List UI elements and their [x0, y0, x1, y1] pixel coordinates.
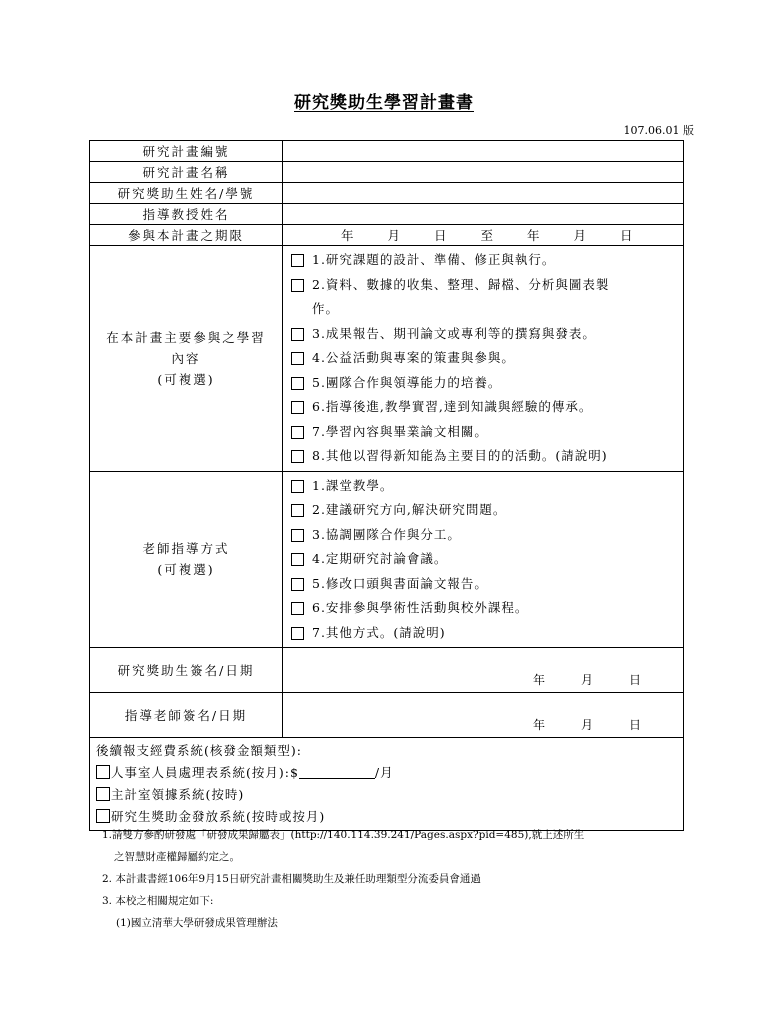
learning-label-line3: (可複選) — [157, 371, 215, 387]
date-day: 日 — [628, 718, 641, 732]
checkbox-icon[interactable] — [291, 352, 304, 365]
learning-option-text: 8.其他以習得新知能為主要目的的活動。(請說明) — [312, 448, 608, 463]
guidance-option-text: 3.協調團隊合作與分工。 — [312, 526, 461, 542]
period-field[interactable] — [283, 225, 684, 246]
guidance-label-line2: (可複選) — [157, 562, 215, 578]
date-year: 年 — [532, 673, 545, 687]
guidance-option-4[interactable] — [291, 547, 683, 572]
checkbox-icon[interactable] — [96, 765, 110, 779]
checkbox-icon[interactable] — [291, 401, 304, 414]
plan-name-label: 研究計畫名稱 — [90, 162, 283, 183]
date-year: 年 — [532, 718, 545, 732]
learning-option-text: 6.指導後進,教學實習,達到知識與經驗的傳承。 — [312, 399, 593, 414]
plan-form-table — [89, 140, 684, 831]
plan-number-field[interactable] — [283, 141, 684, 162]
period-label: 參與本計畫之期限 — [90, 225, 283, 246]
checkbox-icon[interactable] — [291, 602, 304, 615]
date-month: 月 — [580, 673, 593, 687]
learning-option-2[interactable] — [291, 273, 683, 298]
funding-option-hr[interactable] — [96, 762, 677, 784]
checkbox-icon[interactable] — [291, 578, 304, 591]
plan-name-field[interactable] — [283, 162, 684, 183]
version-label: 107.06.01 版 — [623, 124, 694, 137]
advisor-signature-label: 指導老師簽名/日期 — [90, 693, 283, 738]
learning-content-label — [90, 246, 283, 472]
checkbox-icon[interactable] — [96, 787, 110, 801]
guidance-option-text: 1.課堂教學。 — [312, 477, 394, 493]
learning-option-text: 5.團隊合作與領導能力的培養。 — [312, 374, 502, 390]
guidance-option-text: 5.修改口頭與書面論文報告。 — [312, 575, 488, 591]
guidance-option-7[interactable] — [291, 621, 683, 646]
period-start-day: 日 — [434, 228, 447, 243]
checkbox-icon[interactable] — [291, 254, 304, 267]
funding-heading: 後續報支經費系統(核發金額類型): — [96, 743, 302, 758]
note-3: 3. 本校之相關規定如下: — [102, 895, 214, 907]
learning-label-line1: 在本計畫主要參與之學習 — [106, 329, 266, 345]
checkbox-icon[interactable] — [291, 504, 304, 517]
learning-option-text: 3.成果報告、期刊論文或專利等的撰寫與發表。 — [312, 325, 596, 341]
guidance-option-text: 2.建議研究方向,解決研究問題。 — [312, 502, 507, 517]
learning-option-1[interactable] — [291, 248, 683, 273]
advisor-signature-date — [533, 716, 641, 733]
checkbox-icon[interactable] — [291, 328, 304, 341]
advisor-name-field[interactable] — [283, 204, 684, 225]
period-end-month: 月 — [573, 228, 587, 243]
student-name-field[interactable] — [283, 183, 684, 204]
student-name-label: 研究獎助生姓名/學號 — [90, 183, 283, 204]
learning-option-text: 7.學習內容與畢業論文相關。 — [312, 423, 488, 439]
guidance-option-6[interactable] — [291, 596, 683, 621]
funding-option-accounting[interactable] — [96, 784, 677, 806]
checkbox-icon[interactable] — [96, 809, 110, 823]
note-2: 2. 本計畫書經106年9月15日研究計畫相關獎助生及兼任助理類型分流委員會通過 — [102, 873, 481, 885]
learning-option-2-continued — [291, 297, 683, 322]
funding-hr-text: 人事室人員處理表系統(按月):$ — [111, 765, 299, 780]
learning-option-5[interactable] — [291, 371, 683, 396]
checkbox-icon[interactable] — [291, 279, 304, 292]
funding-system-section — [90, 738, 684, 831]
learning-option-text: 4.公益活動與專案的策畫與參與。 — [312, 350, 515, 365]
checkbox-icon[interactable] — [291, 529, 304, 542]
guidance-option-text: 6.安排參與學術性活動與校外課程。 — [312, 600, 529, 615]
checkbox-icon[interactable] — [291, 450, 304, 463]
learning-option-3[interactable] — [291, 322, 683, 347]
student-signature-date — [533, 671, 641, 688]
notes-section — [102, 824, 702, 934]
learning-option-text: 作。 — [312, 301, 340, 316]
funding-accounting-text: 主計室領據系統(按時) — [111, 787, 245, 802]
checkbox-icon[interactable] — [291, 553, 304, 566]
document-title: 研究獎助生學習計畫書 — [294, 93, 474, 113]
note-1: 1.請雙方參酌研發處「研發成果歸屬表」(http://140.114.39.241/Pages.aspx?pid=485),就上述所生 — [102, 829, 585, 841]
learning-options — [283, 246, 684, 472]
funding-hr-suffix: /月 — [374, 765, 394, 780]
guidance-option-text: 4.定期研究討論會議。 — [312, 551, 448, 566]
period-start-month: 月 — [387, 228, 401, 243]
guidance-option-5[interactable] — [291, 572, 683, 597]
period-start-year: 年 — [341, 228, 354, 243]
guidance-label-line1: 老師指導方式 — [142, 541, 230, 557]
student-signature-label: 研究獎助生簽名/日期 — [90, 648, 283, 693]
period-end-day: 日 — [620, 228, 633, 243]
advisor-signature-field[interactable] — [283, 693, 684, 738]
guidance-options — [283, 471, 684, 648]
checkbox-icon[interactable] — [291, 480, 304, 493]
date-day: 日 — [628, 673, 641, 687]
period-to: 至 — [480, 228, 494, 243]
date-month: 月 — [580, 718, 593, 732]
learning-option-text: 1.研究課題的設計、準備、修正與執行。 — [312, 252, 556, 267]
learning-option-8[interactable] — [291, 444, 683, 469]
guidance-option-1[interactable] — [291, 474, 683, 499]
learning-label-line2: 內容 — [171, 350, 201, 366]
funding-scholarship-text: 研究生獎助金發放系統(按時或按月) — [111, 809, 326, 824]
checkbox-icon[interactable] — [291, 377, 304, 390]
plan-number-label: 研究計畫編號 — [90, 141, 283, 162]
learning-option-6[interactable] — [291, 395, 683, 420]
advisor-name-label: 指導教授姓名 — [90, 204, 283, 225]
guidance-option-text: 7.其他方式。(請說明) — [312, 624, 446, 640]
amount-blank[interactable] — [299, 766, 375, 779]
checkbox-icon[interactable] — [291, 426, 304, 439]
learning-option-text: 2.資料、數據的收集、整理、歸檔、分析與圖表製 — [312, 276, 610, 292]
guidance-method-label — [90, 471, 283, 648]
checkbox-icon[interactable] — [291, 627, 304, 640]
learning-option-7[interactable] — [291, 420, 683, 445]
guidance-option-3[interactable] — [291, 523, 683, 548]
learning-option-4[interactable] — [291, 346, 683, 371]
student-signature-field[interactable] — [283, 648, 684, 693]
note-1-continued: 之智慧財產權歸屬約定之。 — [114, 851, 240, 863]
period-end-year: 年 — [527, 228, 540, 243]
guidance-option-2[interactable] — [291, 498, 683, 523]
note-3-1: (1)國立清華大學研發成果管理辦法 — [116, 917, 278, 929]
